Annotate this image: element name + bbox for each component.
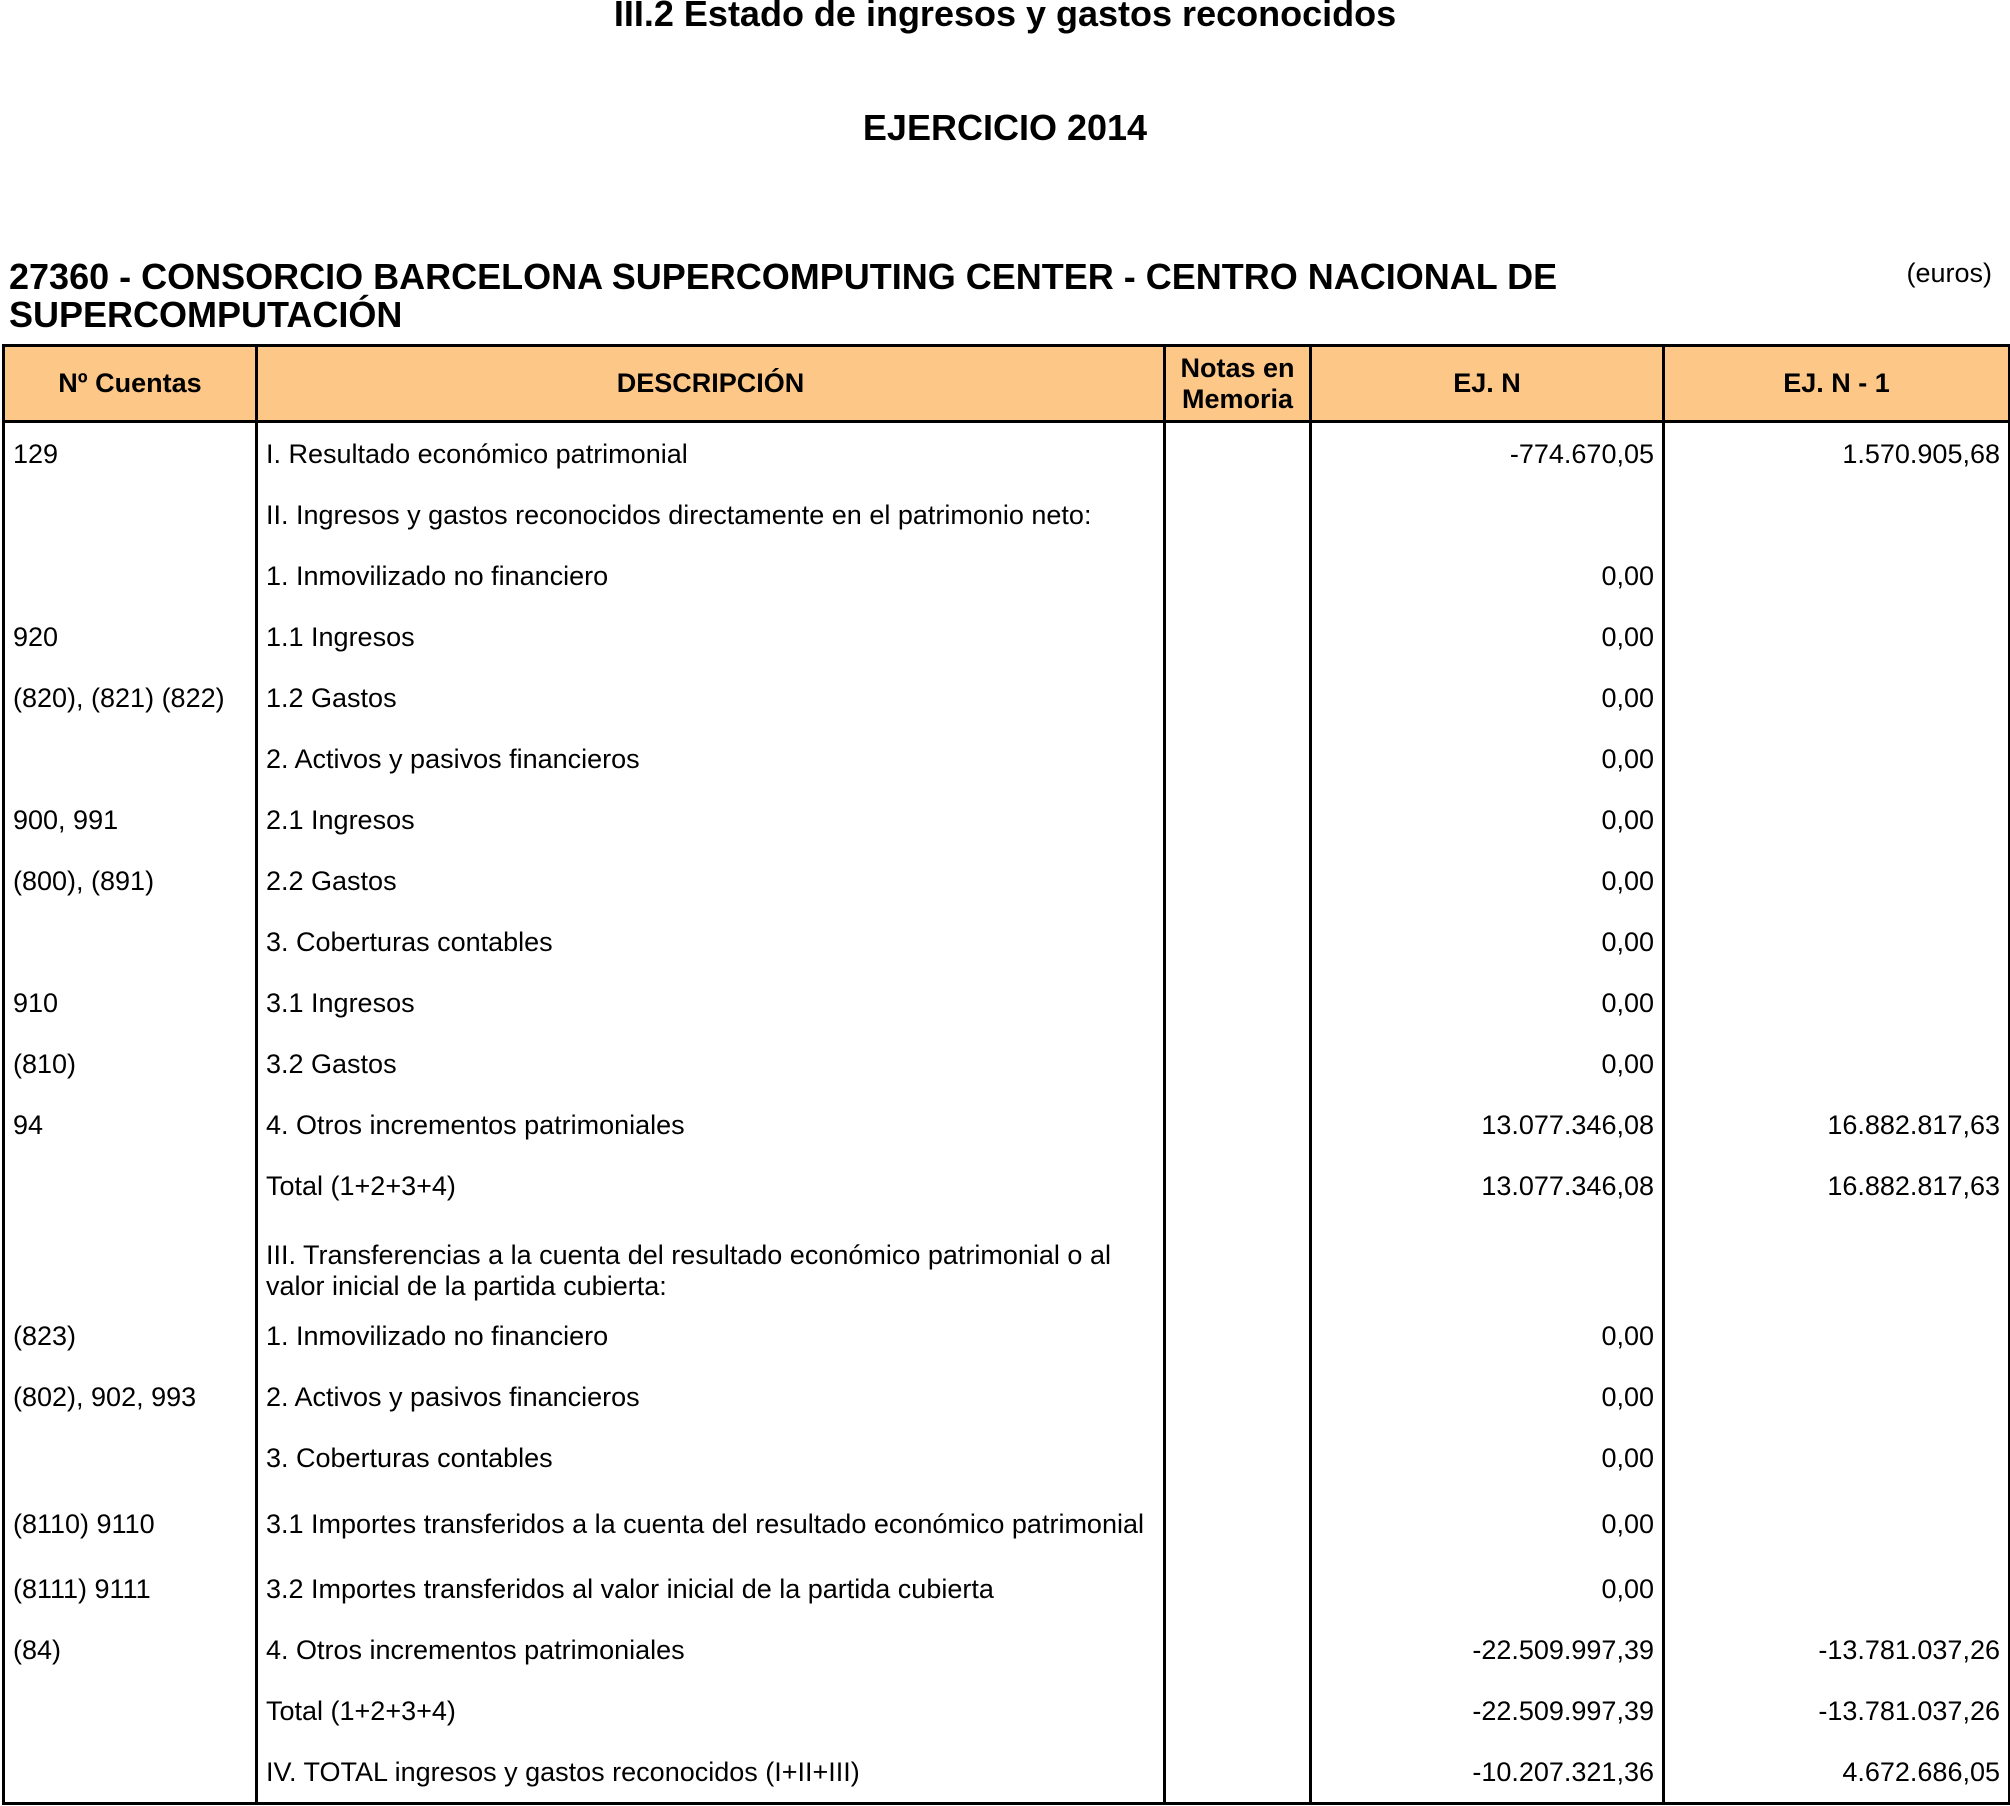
cell-descripcion: Total (1+2+3+4) <box>257 1681 1165 1742</box>
column-header-ej-n1: EJ. N - 1 <box>1664 346 2010 422</box>
cell-notas <box>1165 1620 1311 1681</box>
cell-cuentas: (800), (891) <box>4 851 257 912</box>
cell-notas <box>1165 485 1311 546</box>
cell-descripcion: 3. Coberturas contables <box>257 912 1165 973</box>
cell-ej-n: 13.077.346,08 <box>1311 1095 1664 1156</box>
cell-cuentas: (84) <box>4 1620 257 1681</box>
cell-ej-n1 <box>1664 729 2010 790</box>
cell-ej-n1 <box>1664 912 2010 973</box>
cell-notas <box>1165 668 1311 729</box>
cell-cuentas: (8110) 9110 <box>4 1489 257 1559</box>
cell-descripcion: 3.1 Ingresos <box>257 973 1165 1034</box>
page-title: III.2 Estado de ingresos y gastos reconocidos <box>613 0 1397 34</box>
cell-cuentas <box>4 546 257 607</box>
cell-ej-n: -22.509.997,39 <box>1311 1620 1664 1681</box>
cell-descripcion: I. Resultado económico patrimonial <box>257 422 1165 486</box>
cell-notas <box>1165 729 1311 790</box>
cell-ej-n1 <box>1664 546 2010 607</box>
cell-notas <box>1165 1217 1311 1306</box>
cell-ej-n1 <box>1664 1559 2010 1620</box>
cell-notas <box>1165 1489 1311 1559</box>
cell-descripcion: Total (1+2+3+4) <box>257 1156 1165 1217</box>
table-row <box>4 607 2010 668</box>
cell-notas <box>1165 851 1311 912</box>
cell-notas <box>1165 1681 1311 1742</box>
cell-ej-n: 0,00 <box>1311 546 1664 607</box>
cell-ej-n1: 1.570.905,68 <box>1664 422 2010 486</box>
cell-descripcion: 3.2 Gastos <box>257 1034 1165 1095</box>
cell-descripcion: 3.1 Importes transferidos a la cuenta del resultado económico patrimonial <box>257 1489 1165 1559</box>
cell-descripcion: 3. Coberturas contables <box>257 1428 1165 1489</box>
cell-notas <box>1165 1428 1311 1489</box>
cell-ej-n1 <box>1664 1367 2010 1428</box>
column-header-notas: Notas en Memoria <box>1165 346 1311 422</box>
cell-notas <box>1165 1367 1311 1428</box>
cell-descripcion: III. Transferencias a la cuenta del resultado económico patrimonial o al valor inicial de la partida cubierta: <box>257 1217 1165 1306</box>
cell-descripcion: 2.1 Ingresos <box>257 790 1165 851</box>
cell-notas <box>1165 912 1311 973</box>
cell-cuentas: 920 <box>4 607 257 668</box>
cell-ej-n: 0,00 <box>1311 1306 1664 1367</box>
table-row <box>4 1428 2010 1489</box>
cell-ej-n: 0,00 <box>1311 790 1664 851</box>
cell-cuentas <box>4 912 257 973</box>
table-row <box>4 668 2010 729</box>
cell-ej-n1: -13.781.037,26 <box>1664 1620 2010 1681</box>
cell-ej-n1 <box>1664 1034 2010 1095</box>
table-row <box>4 729 2010 790</box>
cell-cuentas <box>4 1156 257 1217</box>
cell-ej-n: -10.207.321,36 <box>1311 1742 1664 1804</box>
cell-ej-n: 0,00 <box>1311 607 1664 668</box>
cell-descripcion: 4. Otros incrementos patrimoniales <box>257 1095 1165 1156</box>
cell-ej-n: 0,00 <box>1311 973 1664 1034</box>
cell-ej-n: 0,00 <box>1311 851 1664 912</box>
cell-ej-n: 0,00 <box>1311 1428 1664 1489</box>
table-row <box>4 1559 2010 1620</box>
table-row <box>4 1681 2010 1742</box>
cell-ej-n1 <box>1664 1428 2010 1489</box>
cell-descripcion: 2.2 Gastos <box>257 851 1165 912</box>
cell-cuentas <box>4 1681 257 1742</box>
cell-ej-n: 0,00 <box>1311 912 1664 973</box>
cell-ej-n: 13.077.346,08 <box>1311 1156 1664 1217</box>
cell-cuentas: 94 <box>4 1095 257 1156</box>
currency-unit-label: (euros) <box>1906 258 1992 288</box>
cell-notas <box>1165 1559 1311 1620</box>
table-row <box>4 790 2010 851</box>
cell-ej-n1 <box>1664 485 2010 546</box>
cell-ej-n1 <box>1664 668 2010 729</box>
table-row <box>4 1156 2010 1217</box>
cell-cuentas: 910 <box>4 973 257 1034</box>
cell-notas <box>1165 973 1311 1034</box>
cell-descripcion: 2. Activos y pasivos financieros <box>257 1367 1165 1428</box>
cell-ej-n: -774.670,05 <box>1311 422 1664 486</box>
cell-descripcion: 1. Inmovilizado no financiero <box>257 1306 1165 1367</box>
cell-cuentas: (823) <box>4 1306 257 1367</box>
cell-ej-n1 <box>1664 1217 2010 1306</box>
fiscal-year-title: EJERCICIO 2014 <box>862 107 1148 148</box>
cell-ej-n1 <box>1664 973 2010 1034</box>
cell-notas <box>1165 607 1311 668</box>
cell-ej-n1 <box>1664 1306 2010 1367</box>
cell-descripcion: 1.1 Ingresos <box>257 607 1165 668</box>
cell-notas <box>1165 1156 1311 1217</box>
cell-notas <box>1165 546 1311 607</box>
entity-title: 27360 - CONSORCIO BARCELONA SUPERCOMPUTING CENTER - CENTRO NACIONAL DE SUPERCOMPUTACIÓN <box>9 256 1558 335</box>
cell-ej-n: 0,00 <box>1311 1559 1664 1620</box>
table-row <box>4 1742 2010 1804</box>
cell-cuentas: (810) <box>4 1034 257 1095</box>
table-row <box>4 485 2010 546</box>
cell-ej-n1 <box>1664 607 2010 668</box>
table-header-row <box>4 346 2010 422</box>
cell-cuentas: (820), (821) (822) <box>4 668 257 729</box>
table-row <box>4 422 2010 486</box>
cell-descripcion: 2. Activos y pasivos financieros <box>257 729 1165 790</box>
table-row <box>4 546 2010 607</box>
table-row <box>4 973 2010 1034</box>
cell-cuentas: (8111) 9111 <box>4 1559 257 1620</box>
table-row <box>4 1306 2010 1367</box>
column-header-descripcion: DESCRIPCIÓN <box>257 346 1165 422</box>
table-row <box>4 1034 2010 1095</box>
table-row <box>4 851 2010 912</box>
column-header-ej-n: EJ. N <box>1311 346 1664 422</box>
cell-ej-n: 0,00 <box>1311 1367 1664 1428</box>
cell-cuentas <box>4 1217 257 1306</box>
cell-descripcion: 1. Inmovilizado no financiero <box>257 546 1165 607</box>
cell-cuentas: 900, 991 <box>4 790 257 851</box>
table-row <box>4 1489 2010 1559</box>
cell-ej-n: 0,00 <box>1311 668 1664 729</box>
cell-descripcion: IV. TOTAL ingresos y gastos reconocidos (I+II+III) <box>257 1742 1165 1804</box>
table-row <box>4 1095 2010 1156</box>
cell-ej-n1 <box>1664 790 2010 851</box>
cell-ej-n1: 16.882.817,63 <box>1664 1156 2010 1217</box>
cell-notas <box>1165 1306 1311 1367</box>
cell-ej-n1: 16.882.817,63 <box>1664 1095 2010 1156</box>
cell-notas <box>1165 1034 1311 1095</box>
table-row <box>4 912 2010 973</box>
cell-ej-n <box>1311 485 1664 546</box>
cell-cuentas <box>4 1428 257 1489</box>
column-header-cuentas: Nº Cuentas <box>4 346 257 422</box>
cell-ej-n <box>1311 1217 1664 1306</box>
cell-descripcion: 3.2 Importes transferidos al valor inicial de la partida cubierta <box>257 1559 1165 1620</box>
cell-notas <box>1165 422 1311 486</box>
cell-notas <box>1165 1095 1311 1156</box>
cell-cuentas <box>4 485 257 546</box>
table-row <box>4 1620 2010 1681</box>
cell-ej-n1: 4.672.686,05 <box>1664 1742 2010 1804</box>
table-row <box>4 1217 2010 1306</box>
cell-ej-n: 0,00 <box>1311 1489 1664 1559</box>
cell-cuentas <box>4 1742 257 1804</box>
cell-ej-n: 0,00 <box>1311 729 1664 790</box>
cell-cuentas: (802), 902, 993 <box>4 1367 257 1428</box>
cell-notas <box>1165 790 1311 851</box>
cell-cuentas: 129 <box>4 422 257 486</box>
cell-ej-n: 0,00 <box>1311 1034 1664 1095</box>
cell-notas <box>1165 1742 1311 1804</box>
cell-ej-n1 <box>1664 1489 2010 1559</box>
cell-descripcion: 4. Otros incrementos patrimoniales <box>257 1620 1165 1681</box>
cell-descripcion: II. Ingresos y gastos reconocidos directamente en el patrimonio neto: <box>257 485 1165 546</box>
cell-ej-n1 <box>1664 851 2010 912</box>
cell-cuentas <box>4 729 257 790</box>
income-expense-table <box>2 344 2010 1805</box>
table-row <box>4 1367 2010 1428</box>
cell-ej-n: -22.509.997,39 <box>1311 1681 1664 1742</box>
cell-descripcion: 1.2 Gastos <box>257 668 1165 729</box>
cell-ej-n1: -13.781.037,26 <box>1664 1681 2010 1742</box>
